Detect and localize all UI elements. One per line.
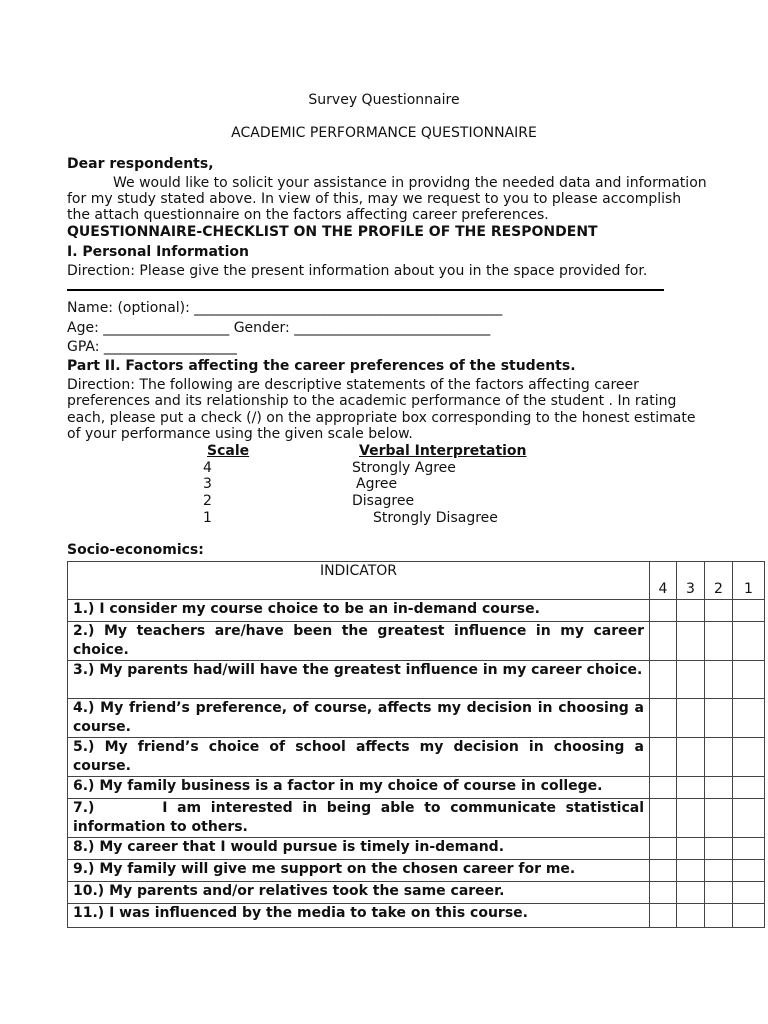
check-box-2[interactable] — [705, 661, 733, 699]
check-box-3[interactable] — [677, 777, 705, 799]
document-subtitle: ACADEMIC PERFORMANCE QUESTIONNAIRE — [231, 125, 537, 141]
indicator-table — [67, 561, 765, 928]
indicator-text: 7.) I am interested in being able to communicate statistical information to others. — [68, 799, 650, 838]
scale-interpretation: Strongly Agree — [352, 460, 456, 476]
scale-value: 4 — [203, 460, 212, 476]
indicator-text: 3.) My parents had/will have the greatest influence in my career choice. — [68, 661, 650, 699]
check-box-3[interactable] — [677, 904, 705, 928]
indicator-text: 11.) I was influenced by the media to take on this course. — [68, 904, 650, 928]
check-box-2[interactable] — [705, 699, 733, 738]
check-box-3[interactable] — [677, 860, 705, 882]
table-row — [68, 738, 765, 777]
indicator-text: 6.) My family business is a factor in my choice of course in college. — [68, 777, 650, 799]
part1-heading: I. Personal Information — [67, 244, 249, 260]
scale-column-header: 4 — [650, 562, 677, 600]
part2-direction-1: Direction: The following are descriptive statements of the factors affecting career — [67, 377, 639, 393]
indicator-text: 1.) I consider my course choice to be an in-demand course. — [68, 600, 650, 622]
indicator-text: 10.) My parents and/or relatives took the same career. — [68, 882, 650, 904]
scale-value: 3 — [203, 476, 212, 492]
check-box-2[interactable] — [705, 738, 733, 777]
check-box-1[interactable] — [733, 882, 765, 904]
check-box-1[interactable] — [733, 600, 765, 622]
check-box-4[interactable] — [650, 904, 677, 928]
check-box-4[interactable] — [650, 799, 677, 838]
interpretation-header: Verbal Interpretation — [359, 443, 527, 459]
document-title: Survey Questionnaire — [308, 92, 460, 108]
check-box-1[interactable] — [733, 838, 765, 860]
check-box-4[interactable] — [650, 777, 677, 799]
indicator-text: 4.) My friend’s preference, of course, affects my decision in choosing a course. — [68, 699, 650, 738]
check-box-1[interactable] — [733, 799, 765, 838]
salutation: Dear respondents, — [67, 156, 214, 172]
table-row — [68, 799, 765, 838]
check-box-3[interactable] — [677, 622, 705, 661]
check-box-1[interactable] — [733, 661, 765, 699]
scale-value: 2 — [203, 493, 212, 509]
check-box-3[interactable] — [677, 738, 705, 777]
indicator-text: 8.) My career that I would pursue is timely in-demand. — [68, 838, 650, 860]
check-box-3[interactable] — [677, 600, 705, 622]
check-box-4[interactable] — [650, 838, 677, 860]
check-box-2[interactable] — [705, 600, 733, 622]
indicator-text: 9.) My family will give me support on the chosen career for me. — [68, 860, 650, 882]
part2-direction-2: preferences and its relationship to the academic performance of the student . In rating — [67, 393, 677, 409]
scale-column-header: 1 — [733, 562, 765, 600]
check-box-4[interactable] — [650, 699, 677, 738]
check-box-1[interactable] — [733, 904, 765, 928]
check-box-2[interactable] — [705, 622, 733, 661]
horizontal-rule — [67, 289, 664, 291]
scale-interpretation: Disagree — [352, 493, 415, 509]
check-box-4[interactable] — [650, 661, 677, 699]
table-row — [68, 661, 765, 699]
name-field[interactable]: Name: (optional): ____________________________________________ — [67, 300, 503, 316]
check-box-2[interactable] — [705, 777, 733, 799]
scale-interpretation: Agree — [356, 476, 398, 492]
section-label: Socio-economics: — [67, 542, 204, 558]
part2-heading: Part II. Factors affecting the career preferences of the students. — [67, 358, 576, 374]
check-box-1[interactable] — [733, 860, 765, 882]
gpa-field[interactable]: GPA: ___________________ — [67, 339, 237, 355]
check-box-3[interactable] — [677, 838, 705, 860]
check-box-4[interactable] — [650, 738, 677, 777]
check-box-2[interactable] — [705, 904, 733, 928]
check-box-4[interactable] — [650, 882, 677, 904]
scale-value: 1 — [203, 510, 212, 526]
table-row — [68, 600, 765, 622]
scale-interpretation: Strongly Disagree — [373, 510, 498, 526]
check-box-4[interactable] — [650, 860, 677, 882]
check-box-1[interactable] — [733, 622, 765, 661]
check-box-1[interactable] — [733, 777, 765, 799]
intro-line-1: We would like to solicit your assistance in providng the needed data and information — [113, 175, 707, 191]
indicator-header: INDICATOR — [68, 562, 650, 600]
indicator-text: 5.) My friend’s choice of school affects my decision in choosing a course. — [68, 738, 650, 777]
check-box-2[interactable] — [705, 838, 733, 860]
check-box-2[interactable] — [705, 860, 733, 882]
table-row — [68, 838, 765, 860]
age-gender-field[interactable]: Age: __________________ Gender: ____________________________ — [67, 320, 491, 336]
check-box-3[interactable] — [677, 882, 705, 904]
scale-column-header: 2 — [705, 562, 733, 600]
scale-header: Scale — [207, 443, 250, 459]
table-row — [68, 882, 765, 904]
table-header-row — [68, 562, 765, 600]
check-box-3[interactable] — [677, 661, 705, 699]
part2-direction-4: of your performance using the given scale below. — [67, 426, 413, 442]
check-box-4[interactable] — [650, 622, 677, 661]
table-row — [68, 777, 765, 799]
part2-direction-3: each, please put a check (/) on the appropriate box corresponding to the honest estimate — [67, 410, 696, 426]
table-row — [68, 904, 765, 928]
checklist-heading: QUESTIONNAIRE-CHECKLIST ON THE PROFILE OF THE RESPONDENT — [67, 224, 598, 240]
check-box-1[interactable] — [733, 699, 765, 738]
check-box-1[interactable] — [733, 738, 765, 777]
check-box-2[interactable] — [705, 882, 733, 904]
part1-direction: Direction: Please give the present information about you in the space provided for. — [67, 263, 648, 279]
check-box-4[interactable] — [650, 600, 677, 622]
check-box-3[interactable] — [677, 699, 705, 738]
table-row — [68, 699, 765, 738]
table-row — [68, 622, 765, 661]
intro-line-3: the attach questionnaire on the factors affecting career preferences. — [67, 207, 549, 223]
indicator-text: 2.) My teachers are/have been the greatest influence in my career choice. — [68, 622, 650, 661]
check-box-2[interactable] — [705, 799, 733, 838]
table-row — [68, 860, 765, 882]
intro-line-2: for my study stated above. In view of this, may we request to you to please accomplish — [67, 191, 682, 207]
scale-column-header: 3 — [677, 562, 705, 600]
check-box-3[interactable] — [677, 799, 705, 838]
